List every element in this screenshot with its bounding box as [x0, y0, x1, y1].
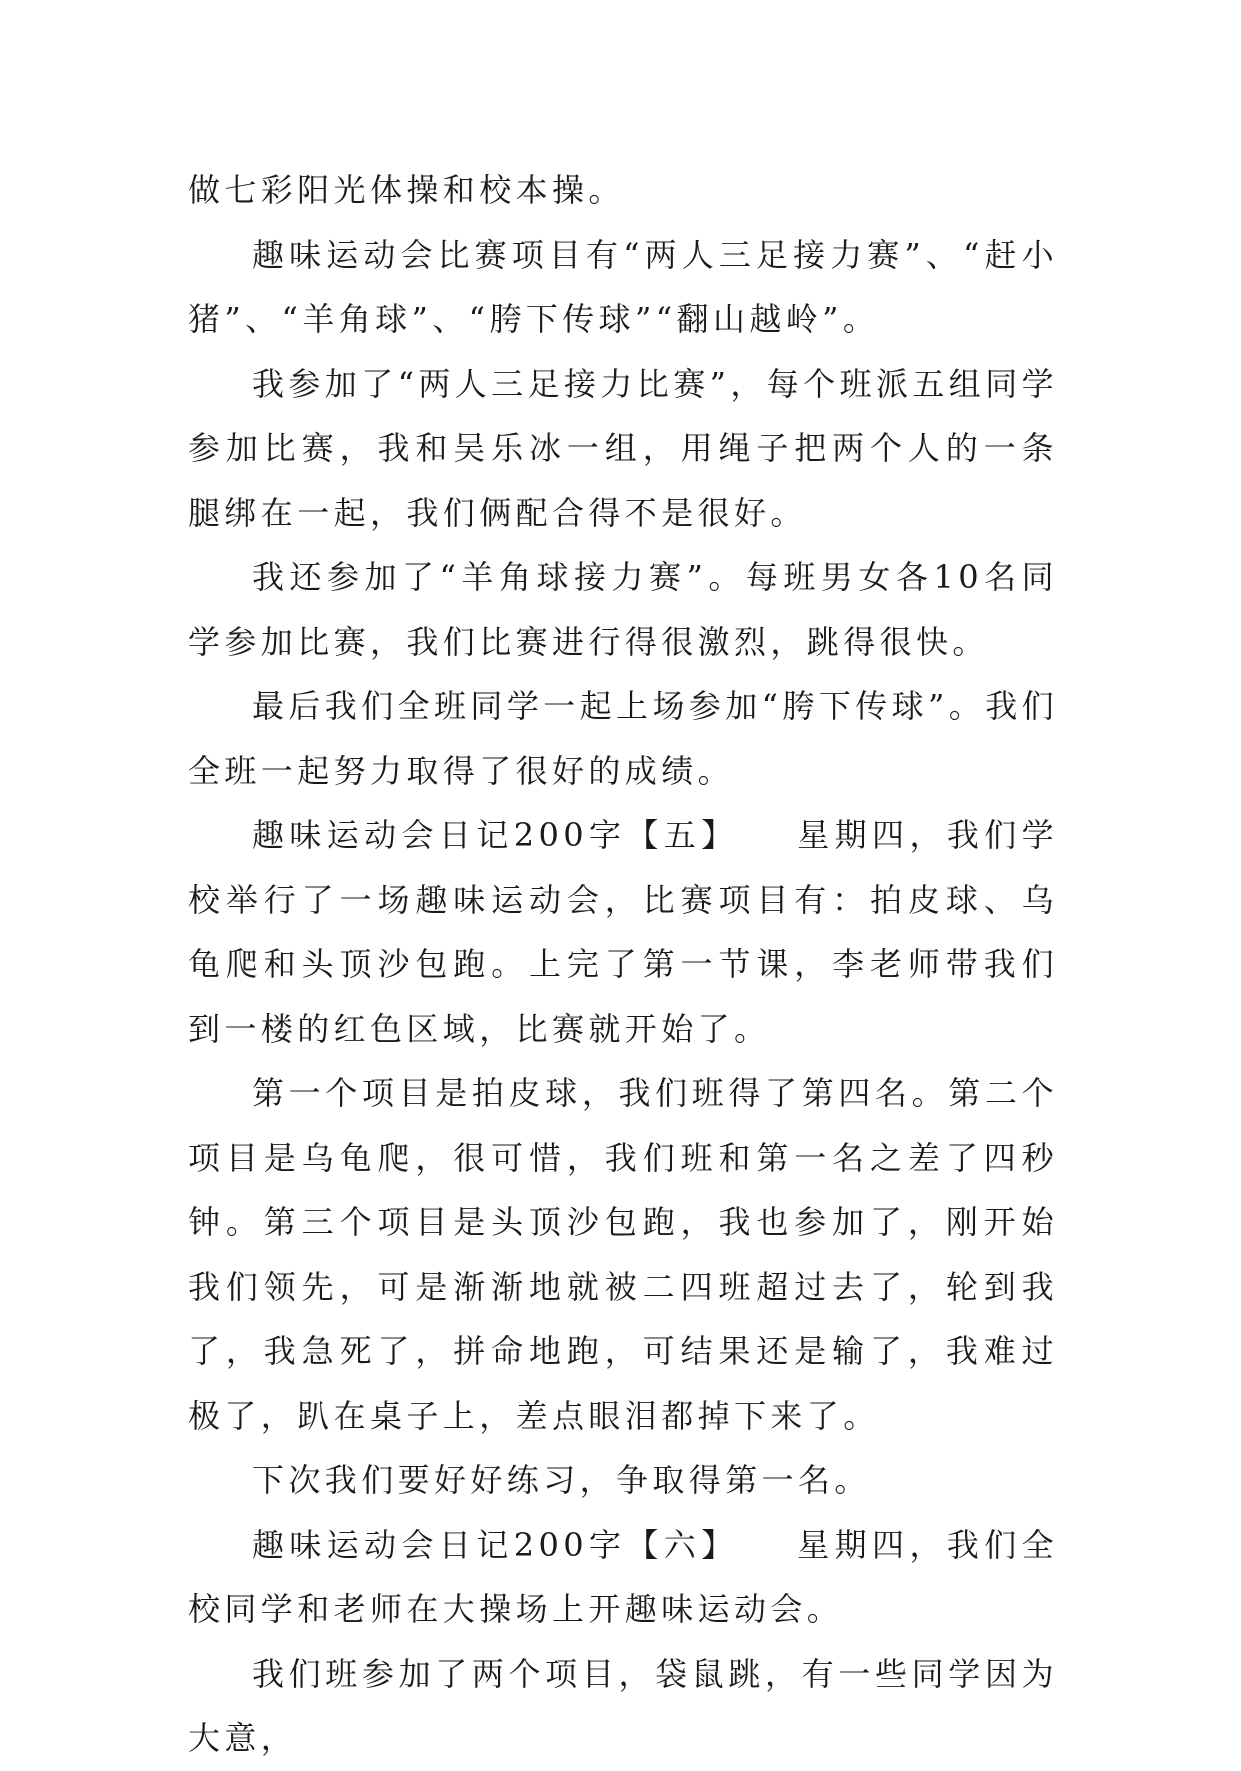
paragraph-10: 我们班参加了两个项目，袋鼠跳，有一些同学因为大意， [188, 1654, 1058, 1757]
paragraph-3: 我参加了“两人三足接力比赛”，每个班派五组同学参加比赛，我和吴乐冰一组，用绳子把两个人的一条腿绑在一起，我们俩配合得不是很好。 [188, 364, 1058, 532]
paragraph-8: 下次我们要好好练习，争取得第一名。 [252, 1461, 871, 1499]
paragraph-9: 趣味运动会日记200字【六】 星期四，我们全校同学和老师在大操场上开趣味运动会。 [188, 1525, 1058, 1628]
document-body [188, 158, 1058, 1771]
paragraph-4: 我还参加了“羊角球接力赛”。每班男女各10名同学参加比赛，我们比赛进行得很激烈，跳得很快。 [188, 558, 1058, 661]
paragraph-1: 做七彩阳光体操和校本操。 [188, 171, 625, 209]
paragraph-6: 趣味运动会日记200字【五】 星期四，我们学校举行了一场趣味运动会，比赛项目有：拍皮球、乌龟爬和头顶沙包跑。上完了第一节课，李老师带我们到一楼的红色区域，比赛就开始了。 [188, 816, 1058, 1048]
paragraph-2: 趣味运动会比赛项目有“两人三足接力赛”、“赶小猪”、“羊角球”、“胯下传球”“翻山越岭”。 [188, 235, 1058, 338]
paragraph-7: 第一个项目是拍皮球，我们班得了第四名。第二个项目是乌龟爬，很可惜，我们班和第一名之差了四秒钟。第三个项目是头顶沙包跑，我也参加了，刚开始我们领先，可是渐渐地就被二四班超过去了，轮到我了，我急死了，拼命地跑，可结果还是输了，我难过极了，趴在桌子上，差点眼泪都掉下来了。 [188, 1074, 1058, 1435]
paragraph-5: 最后我们全班同学一起上场参加“胯下传球”。我们全班一起努力取得了很好的成绩。 [188, 687, 1058, 790]
